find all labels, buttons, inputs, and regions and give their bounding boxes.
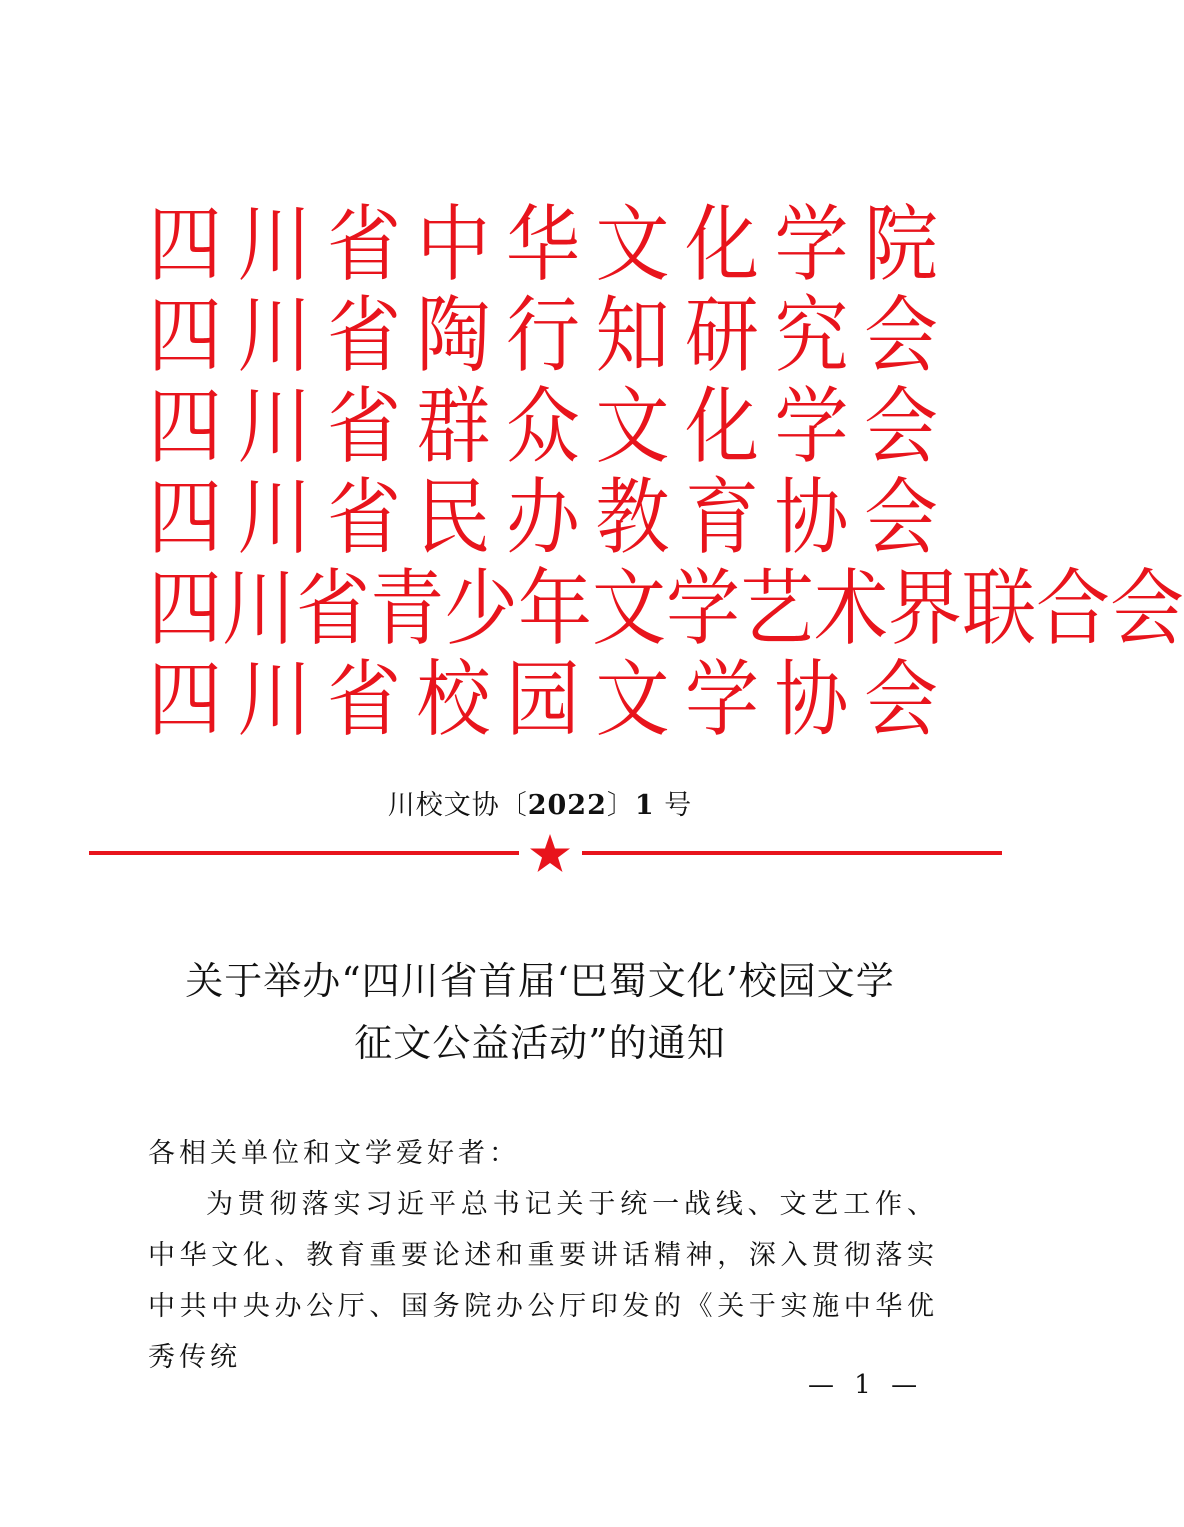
org-line	[148, 377, 938, 479]
org-char: 学	[774, 196, 849, 294]
org-char: 会	[864, 378, 938, 476]
org-char: 行	[506, 287, 580, 385]
org-char: 省	[327, 196, 401, 294]
title-line-2: 征文公益活动”的通知	[354, 1021, 726, 1065]
org-char: 群	[416, 378, 491, 476]
org-char: 四	[148, 196, 222, 294]
org-char: 川	[237, 469, 312, 567]
org-char: 会	[864, 287, 938, 385]
org-char: 知	[595, 287, 670, 385]
org-char: 联	[962, 560, 1036, 658]
org-line	[148, 559, 1184, 661]
org-char: 川	[237, 287, 312, 385]
org-char: 化	[685, 196, 759, 294]
org-char: 省	[327, 287, 401, 385]
org-char: 学	[685, 651, 759, 749]
org-char: 办	[506, 469, 580, 567]
doc-number-num: 1	[634, 790, 655, 821]
org-char: 术	[814, 560, 888, 658]
org-char: 川	[237, 651, 312, 749]
org-line	[148, 650, 938, 752]
org-char: 省	[327, 378, 401, 476]
divider-rule-right	[582, 851, 1002, 855]
org-char: 会	[1110, 560, 1184, 658]
org-line	[148, 468, 938, 570]
org-char: 省	[327, 469, 401, 567]
org-char: 学	[666, 560, 740, 658]
org-char: 化	[685, 378, 759, 476]
star-icon	[528, 832, 572, 876]
org-char: 学	[774, 378, 849, 476]
org-char: 会	[864, 469, 938, 567]
org-char: 民	[416, 469, 491, 567]
org-char: 川	[222, 560, 296, 658]
org-char: 文	[595, 378, 670, 476]
org-char: 艺	[740, 560, 814, 658]
org-char: 文	[595, 196, 670, 294]
org-char: 华	[506, 196, 580, 294]
divider-rule-left	[89, 851, 519, 855]
org-char: 省	[327, 651, 401, 749]
org-char: 协	[774, 651, 849, 749]
org-char: 四	[148, 287, 222, 385]
org-char: 院	[864, 196, 938, 294]
org-line	[148, 286, 938, 388]
doc-number-year: 2022	[527, 790, 607, 821]
org-char: 文	[595, 651, 670, 749]
org-char: 省	[296, 560, 370, 658]
org-char: 合	[1036, 560, 1110, 658]
body-paragraph: 为贯彻落实习近平总书记关于统一战线、文艺工作、中华文化、教育重要论述和重要讲话精神，深入贯彻落实中共中央办公厅、国务院办公厅印发的《关于实施中华优秀传统	[148, 1189, 938, 1373]
org-char: 青	[370, 560, 444, 658]
doc-number-prefix: 川校文协〔	[387, 790, 528, 821]
org-char: 川	[237, 378, 312, 476]
org-char: 川	[237, 196, 312, 294]
org-char: 育	[685, 469, 759, 567]
org-char: 园	[506, 651, 580, 749]
org-char: 四	[148, 651, 222, 749]
org-char: 四	[148, 378, 222, 476]
org-char: 众	[506, 378, 580, 476]
org-char: 年	[518, 560, 592, 658]
document-number	[0, 783, 1080, 822]
org-char: 教	[595, 469, 670, 567]
notice-body	[148, 1128, 938, 1383]
org-line	[148, 195, 938, 297]
title-line-1: 关于举办“四川省首届‘巴蜀文化’校园文学	[185, 959, 895, 1003]
org-char: 协	[774, 469, 849, 567]
doc-number-close: 〕	[606, 790, 635, 821]
org-char: 中	[416, 196, 491, 294]
doc-number-suffix: 号	[664, 790, 693, 821]
org-char: 究	[774, 287, 849, 385]
org-char: 界	[888, 560, 962, 658]
org-char: 会	[864, 651, 938, 749]
issuing-organizations	[148, 196, 1184, 749]
org-char: 研	[685, 287, 759, 385]
org-char: 四	[148, 560, 222, 658]
org-char: 文	[592, 560, 666, 658]
org-char: 少	[444, 560, 518, 658]
salutation: 各相关单位和文学爱好者：	[148, 1138, 520, 1169]
page-number: — 1 —	[808, 1370, 924, 1400]
org-char: 校	[416, 651, 491, 749]
org-char: 陶	[416, 287, 491, 385]
org-char: 四	[148, 469, 222, 567]
notice-title	[120, 950, 960, 1074]
